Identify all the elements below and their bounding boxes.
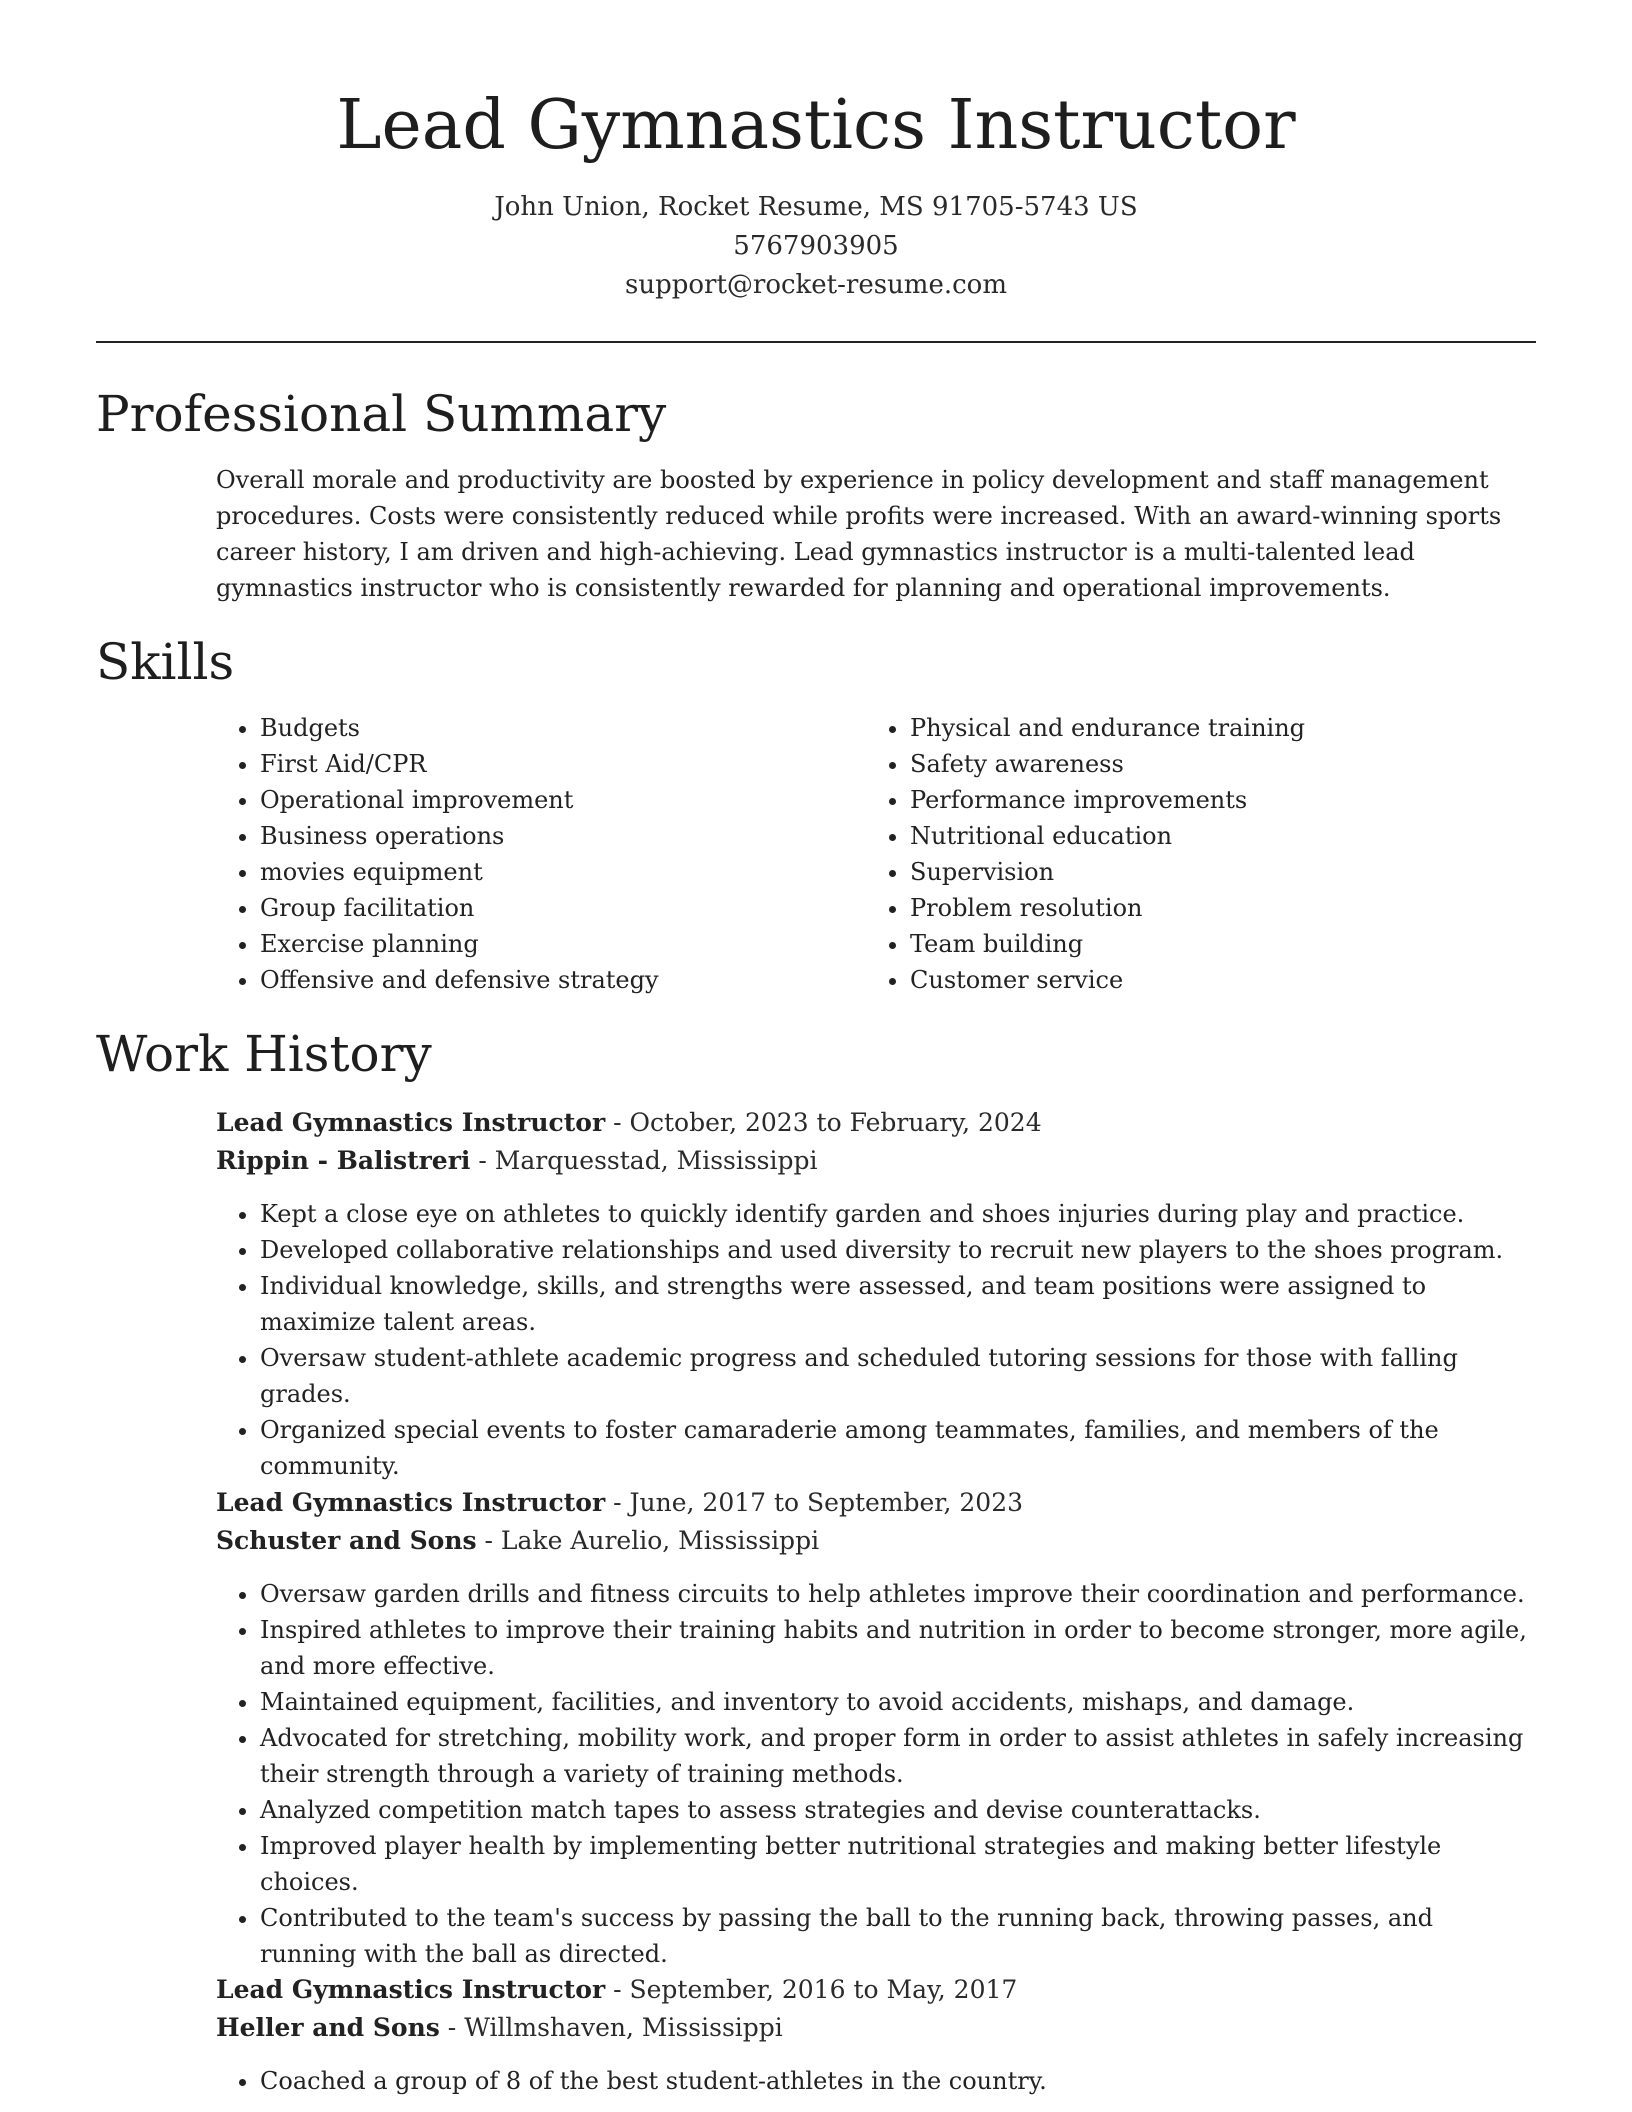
skill-item: • First Aid/CPR [260,746,816,782]
skills-list-left [216,710,816,998]
separator: - [605,1488,630,1517]
skills-list-right [866,710,1466,998]
skill-item: • movies equipment [260,854,816,890]
job-dates: October, 2023 to February, 2024 [629,1108,1042,1137]
skill-item: • Group facilitation [260,890,816,926]
separator: - [439,2013,465,2042]
header-divider [96,341,1536,343]
skill-item: • Budgets [260,710,816,746]
separator: - [470,1146,495,1175]
job-bullets [216,1196,1536,1484]
job-company-line [216,2009,1536,2047]
job-dates: June, 2017 to September, 2023 [629,1488,1024,1517]
job-company: Heller and Sons [216,2013,440,2042]
separator: - [476,1526,501,1555]
skills-column-right [866,710,1466,998]
job-bullet: • Kept a close eye on athletes to quickly identify garden and shoes injuries during play and practice. [260,1196,1536,1232]
skill-item: • Performance improvements [910,782,1466,818]
job-bullet: • Contributed to the team's success by passing the ball to the running back, throwing passes, and running with the ball as directed. [260,1900,1536,1972]
summary-text: Overall morale and productivity are boosted by experience in policy development and staff management procedures. Costs were consistently reduced while profits were increased. With an award-winning sports career history, I am driven and high-achieving. Lead gymnastics instructor is a multi-talented lead gymnastics instructor who is consistently rewarded for planning and operational improvements. [216,466,1502,602]
job-bullet: • Maintained equipment, facilities, and inventory to avoid accidents, mishaps, and damage. [260,1684,1536,1720]
job-company: Rippin - Balistreri [216,1146,471,1175]
job-title: Lead Gymnastics Instructor [216,1488,606,1517]
contact-address: John Union, Rocket Resume, MS 91705-5743 US [494,192,1138,222]
job-title-line [216,1104,1536,1142]
job-title: Lead Gymnastics Instructor [216,1108,606,1137]
job-location: Lake Aurelio, Mississippi [500,1526,820,1555]
job-entry [216,1104,1536,1484]
section-title-summary: Professional Summary [96,385,667,443]
job-bullet: • Improved player health by implementing better nutritional strategies and making better lifestyle choices. [260,1828,1536,1900]
job-dates: September, 2016 to May, 2017 [629,1975,1018,2004]
section-title-work-history: Work History [96,1025,432,1083]
candidate-title: Lead Gymnastics Instructor [336,86,1296,165]
job-bullet: • Organized special events to foster camaraderie among teammates, families, and members of the community. [260,1412,1536,1484]
skill-item: • Physical and endurance training [910,710,1466,746]
skill-item: • Operational improvement [260,782,816,818]
contact-phone: 5767903905 [733,231,899,261]
job-bullet: • Oversaw garden drills and fitness circuits to help athletes improve their coordination and performance. [260,1576,1536,1612]
skill-item: • Offensive and defensive strategy [260,962,816,998]
contact-email: support@rocket-resume.com [624,270,1007,300]
skill-item: • Business operations [260,818,816,854]
job-title-line [216,1971,1536,2009]
job-bullet: • Coached a group of 8 of the best student-athletes in the country. [260,2063,1536,2099]
skills-column-left [216,710,816,998]
job-bullet: • Inspired athletes to improve their training habits and nutrition in order to become stronger, more agile, and more effective. [260,1612,1536,1684]
job-bullet: • Developed collaborative relationships and used diversity to recruit new players to the shoes program. [260,1232,1536,1268]
skill-item: • Nutritional education [910,818,1466,854]
job-entry [216,1484,1536,1972]
skill-item: • Exercise planning [260,926,816,962]
separator: - [605,1108,630,1137]
job-location: Marquesstad, Mississippi [494,1146,818,1175]
job-title: Lead Gymnastics Instructor [216,1975,606,2004]
job-bullet: • Advocated for stretching, mobility work, and proper form in order to assist athletes in safely increasing their strength through a variety of training methods. [260,1720,1536,1792]
job-title-line [216,1484,1536,1522]
skill-item: • Supervision [910,854,1466,890]
section-title-skills: Skills [96,633,235,691]
skill-item: • Team building [910,926,1466,962]
resume-header [0,82,1632,305]
job-entry [216,1971,1536,2099]
skill-item: • Problem resolution [910,890,1466,926]
job-company-line [216,1522,1536,1560]
job-bullets [216,2063,1536,2099]
skill-item: • Safety awareness [910,746,1466,782]
skill-item: • Customer service [910,962,1466,998]
job-bullet: • Analyzed competition match tapes to assess strategies and devise counterattacks. [260,1792,1536,1828]
job-bullets [216,1576,1536,1972]
job-bullet: • Individual knowledge, skills, and strengths were assessed, and team positions were assigned to maximize talent areas. [260,1268,1536,1340]
job-bullet: • Oversaw student-athlete academic progress and scheduled tutoring sessions for those with falling grades. [260,1340,1536,1412]
separator: - [605,1975,630,2004]
job-company: Schuster and Sons [216,1526,477,1555]
job-location: Willmshaven, Mississippi [464,2013,783,2042]
job-company-line [216,1142,1536,1180]
